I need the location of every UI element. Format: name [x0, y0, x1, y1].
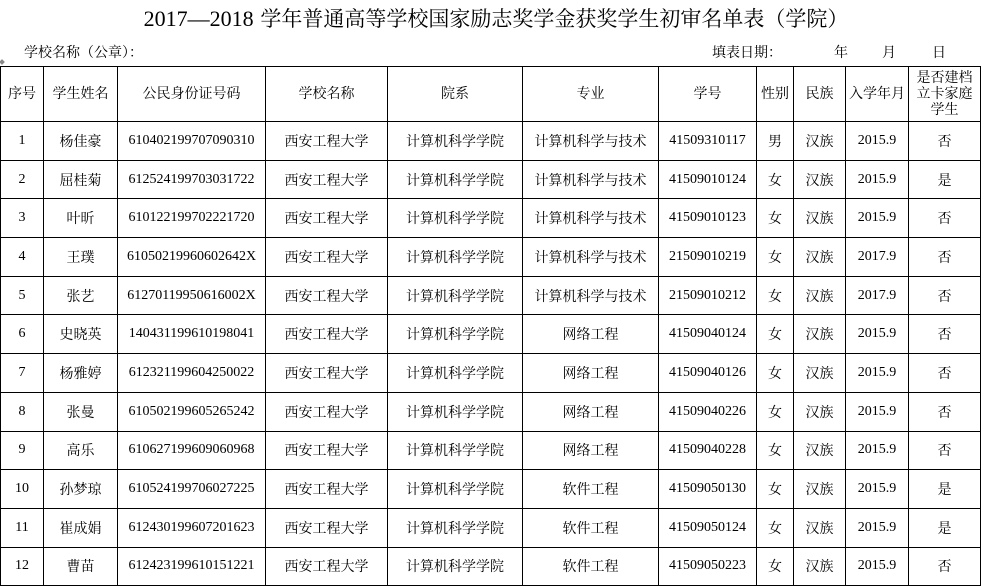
cell-col-department: 计算机科学学院	[388, 122, 523, 161]
fill-date	[712, 44, 946, 62]
table-row	[1, 470, 981, 509]
table-row	[1, 508, 981, 547]
cell-col-enroll-date: 2015.9	[846, 354, 909, 393]
cell-col-index: 10	[1, 470, 44, 509]
cell-col-school: 西安工程大学	[266, 160, 388, 199]
cell-col-id-number: 61270119950616002X	[118, 276, 266, 315]
cell-col-department: 计算机科学学院	[388, 508, 523, 547]
cell-col-ethnicity: 汉族	[794, 276, 846, 315]
cell-col-student-name: 张艺	[44, 276, 118, 315]
table-row	[1, 392, 981, 431]
cell-col-enroll-date: 2017.9	[846, 276, 909, 315]
header-col-major: 专业	[523, 67, 659, 122]
cell-col-student-name: 曹苗	[44, 547, 118, 586]
cell-col-gender: 女	[757, 431, 794, 470]
cell-col-enroll-date: 2015.9	[846, 431, 909, 470]
cell-col-index: 9	[1, 431, 44, 470]
header-col-student-id: 学号	[659, 67, 757, 122]
cell-col-ethnicity: 汉族	[794, 160, 846, 199]
cell-col-ethnicity: 汉族	[794, 315, 846, 354]
cell-marker-icon	[0, 59, 5, 65]
cell-col-enroll-date: 2015.9	[846, 392, 909, 431]
cell-col-major: 软件工程	[523, 508, 659, 547]
cell-col-id-number: 610627199609060968	[118, 431, 266, 470]
header-col-enroll-date: 入学年月	[846, 67, 909, 122]
table-row	[1, 547, 981, 586]
cell-col-major: 软件工程	[523, 547, 659, 586]
year-label: 年	[834, 45, 848, 61]
cell-col-school: 西安工程大学	[266, 431, 388, 470]
cell-col-student-id: 41509040124	[659, 315, 757, 354]
cell-col-index: 2	[1, 160, 44, 199]
cell-col-id-number: 61050219960602642X	[118, 238, 266, 277]
cell-col-index: 6	[1, 315, 44, 354]
cell-col-department: 计算机科学学院	[388, 199, 523, 238]
cell-col-student-name: 史晓英	[44, 315, 118, 354]
cell-col-ethnicity: 汉族	[794, 547, 846, 586]
cell-col-school: 西安工程大学	[266, 238, 388, 277]
cell-col-index: 4	[1, 238, 44, 277]
cell-col-id-number: 610502199605265242	[118, 392, 266, 431]
cell-col-id-number: 612430199607201623	[118, 508, 266, 547]
cell-col-ethnicity: 汉族	[794, 508, 846, 547]
cell-col-index: 12	[1, 547, 44, 586]
cell-col-major: 软件工程	[523, 470, 659, 509]
cell-col-gender: 女	[757, 392, 794, 431]
cell-col-id-number: 612321199604250022	[118, 354, 266, 393]
cell-col-major: 计算机科学与技术	[523, 122, 659, 161]
cell-col-student-id: 41509050124	[659, 508, 757, 547]
cell-col-enroll-date: 2015.9	[846, 160, 909, 199]
cell-col-major: 计算机科学与技术	[523, 160, 659, 199]
cell-col-gender: 男	[757, 122, 794, 161]
cell-col-department: 计算机科学学院	[388, 547, 523, 586]
cell-col-id-number: 610524199706027225	[118, 470, 266, 509]
table-header-row	[1, 67, 981, 122]
cell-col-enroll-date: 2015.9	[846, 508, 909, 547]
cell-col-gender: 女	[757, 470, 794, 509]
cell-col-student-name: 叶昕	[44, 199, 118, 238]
cell-col-index: 1	[1, 122, 44, 161]
cell-col-gender: 女	[757, 315, 794, 354]
cell-col-index: 7	[1, 354, 44, 393]
cell-col-gender: 女	[757, 238, 794, 277]
table-body	[1, 122, 981, 586]
table-row	[1, 354, 981, 393]
cell-col-poverty-file: 是	[909, 508, 981, 547]
cell-col-poverty-file: 否	[909, 199, 981, 238]
table-row	[1, 122, 981, 161]
school-name-label: 学校名称（公章）：	[24, 45, 143, 61]
cell-col-id-number: 140431199610198041	[118, 315, 266, 354]
cell-col-enroll-date: 2015.9	[846, 547, 909, 586]
cell-col-poverty-file: 否	[909, 392, 981, 431]
cell-col-major: 计算机科学与技术	[523, 276, 659, 315]
header-col-ethnicity: 民族	[794, 67, 846, 122]
header-col-poverty-file: 是否建档立卡家庭学生	[909, 67, 981, 122]
cell-col-poverty-file: 否	[909, 238, 981, 277]
cell-col-gender: 女	[757, 354, 794, 393]
cell-col-school: 西安工程大学	[266, 508, 388, 547]
cell-col-enroll-date: 2015.9	[846, 470, 909, 509]
cell-col-student-name: 王璞	[44, 238, 118, 277]
cell-col-department: 计算机科学学院	[388, 431, 523, 470]
month-label: 月	[882, 45, 896, 61]
cell-col-major: 网络工程	[523, 431, 659, 470]
cell-col-enroll-date: 2015.9	[846, 199, 909, 238]
cell-col-department: 计算机科学学院	[388, 470, 523, 509]
cell-col-student-name: 张曼	[44, 392, 118, 431]
cell-col-student-id: 21509010212	[659, 276, 757, 315]
cell-col-gender: 女	[757, 160, 794, 199]
cell-col-ethnicity: 汉族	[794, 238, 846, 277]
cell-col-student-id: 41509010124	[659, 160, 757, 199]
table-row	[1, 199, 981, 238]
cell-col-major: 网络工程	[523, 354, 659, 393]
table-row	[1, 238, 981, 277]
cell-col-student-name: 孙梦琼	[44, 470, 118, 509]
cell-col-poverty-file: 否	[909, 122, 981, 161]
cell-col-ethnicity: 汉族	[794, 199, 846, 238]
header-col-index: 序号	[1, 67, 44, 122]
cell-col-major: 网络工程	[523, 315, 659, 354]
cell-col-id-number: 610122199702221720	[118, 199, 266, 238]
cell-col-student-id: 41509040228	[659, 431, 757, 470]
title-years: 2017—2018	[143, 6, 254, 31]
cell-col-ethnicity: 汉族	[794, 470, 846, 509]
page-title	[0, 2, 992, 36]
cell-col-student-name: 杨佳豪	[44, 122, 118, 161]
cell-col-student-id: 41509040126	[659, 354, 757, 393]
cell-col-poverty-file: 否	[909, 354, 981, 393]
header-col-id-number: 公民身份证号码	[118, 67, 266, 122]
cell-col-school: 西安工程大学	[266, 315, 388, 354]
cell-col-department: 计算机科学学院	[388, 238, 523, 277]
cell-col-index: 3	[1, 199, 44, 238]
cell-col-enroll-date: 2017.9	[846, 238, 909, 277]
table-row	[1, 315, 981, 354]
cell-col-major: 计算机科学与技术	[523, 199, 659, 238]
cell-col-ethnicity: 汉族	[794, 122, 846, 161]
cell-col-ethnicity: 汉族	[794, 392, 846, 431]
cell-col-poverty-file: 否	[909, 547, 981, 586]
cell-col-ethnicity: 汉族	[794, 354, 846, 393]
cell-col-school: 西安工程大学	[266, 470, 388, 509]
cell-col-school: 西安工程大学	[266, 276, 388, 315]
cell-col-enroll-date: 2015.9	[846, 315, 909, 354]
table-row	[1, 160, 981, 199]
table-row	[1, 276, 981, 315]
header-col-department: 院系	[388, 67, 523, 122]
cell-col-poverty-file: 否	[909, 431, 981, 470]
cell-col-school: 西安工程大学	[266, 547, 388, 586]
cell-col-major: 计算机科学与技术	[523, 238, 659, 277]
cell-col-gender: 女	[757, 276, 794, 315]
cell-col-school: 西安工程大学	[266, 392, 388, 431]
cell-col-student-id: 21509010219	[659, 238, 757, 277]
cell-col-student-id: 41509010123	[659, 199, 757, 238]
cell-col-gender: 女	[757, 508, 794, 547]
cell-col-poverty-file: 否	[909, 276, 981, 315]
cell-col-student-name: 高乐	[44, 431, 118, 470]
table-row	[1, 431, 981, 470]
cell-col-student-name: 崔成娟	[44, 508, 118, 547]
cell-col-department: 计算机科学学院	[388, 354, 523, 393]
cell-col-student-id: 41509310117	[659, 122, 757, 161]
cell-col-department: 计算机科学学院	[388, 315, 523, 354]
cell-col-poverty-file: 否	[909, 315, 981, 354]
header-col-student-name: 学生姓名	[44, 67, 118, 122]
candidate-table	[0, 66, 981, 586]
day-label: 日	[932, 45, 946, 61]
cell-col-student-name: 屈桂菊	[44, 160, 118, 199]
cell-col-id-number: 610402199707090310	[118, 122, 266, 161]
header-col-school: 学校名称	[266, 67, 388, 122]
title-text: 学年普通高等学校国家励志奖学金获奖学生初审名单表（学院）	[253, 7, 849, 31]
cell-col-school: 西安工程大学	[266, 354, 388, 393]
cell-col-index: 5	[1, 276, 44, 315]
cell-col-id-number: 612524199703031722	[118, 160, 266, 199]
cell-col-department: 计算机科学学院	[388, 276, 523, 315]
cell-col-student-id: 41509040226	[659, 392, 757, 431]
cell-col-major: 网络工程	[523, 392, 659, 431]
cell-col-index: 11	[1, 508, 44, 547]
cell-col-gender: 女	[757, 547, 794, 586]
cell-col-department: 计算机科学学院	[388, 160, 523, 199]
cell-col-school: 西安工程大学	[266, 199, 388, 238]
header-col-gender: 性别	[757, 67, 794, 122]
cell-col-student-name: 杨雅婷	[44, 354, 118, 393]
cell-col-poverty-file: 是	[909, 160, 981, 199]
cell-col-enroll-date: 2015.9	[846, 122, 909, 161]
cell-col-poverty-file: 是	[909, 470, 981, 509]
cell-col-department: 计算机科学学院	[388, 392, 523, 431]
cell-col-student-id: 41509050130	[659, 470, 757, 509]
cell-col-ethnicity: 汉族	[794, 431, 846, 470]
cell-col-school: 西安工程大学	[266, 122, 388, 161]
cell-col-student-id: 41509050223	[659, 547, 757, 586]
cell-col-gender: 女	[757, 199, 794, 238]
fill-date-label: 填表日期：	[712, 45, 782, 61]
cell-col-index: 8	[1, 392, 44, 431]
cell-col-id-number: 612423199610151221	[118, 547, 266, 586]
